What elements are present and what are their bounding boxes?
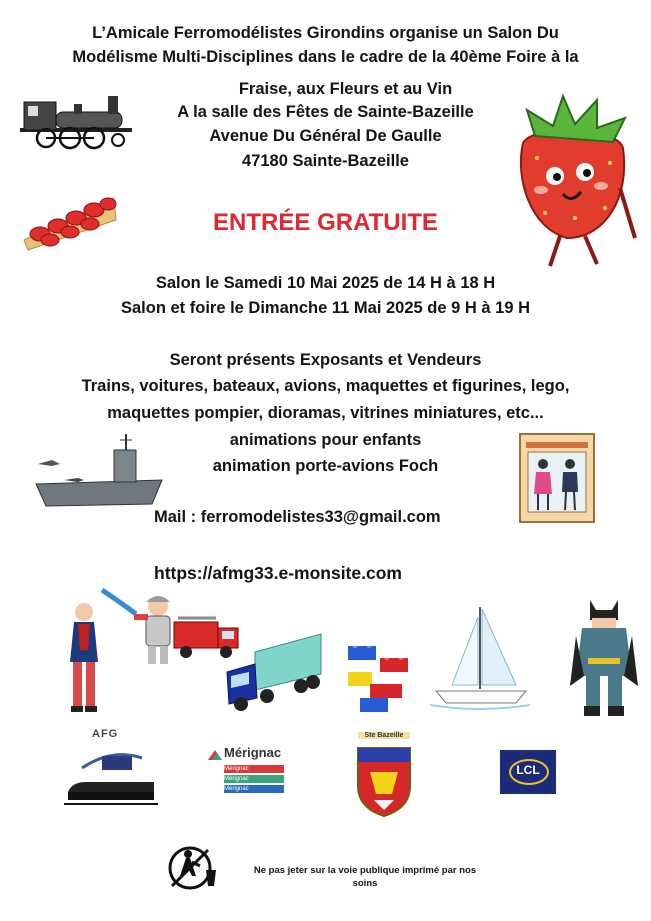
truck-icon — [225, 632, 323, 714]
crest-shield-icon — [352, 742, 416, 820]
header-line-4: A la salle des Fêtes de Sainte-Bazeille — [177, 103, 474, 121]
strawberry-mascot-icon — [505, 88, 645, 273]
header-line-1: L’Amicale Ferromodélistes Girondins organise un Salon Du — [92, 24, 559, 42]
afg-logo-text: AFG — [92, 728, 119, 740]
strawberry-tart-icon — [20, 190, 120, 252]
firefighter-icon — [100, 588, 180, 668]
header-line-6: 47180 Sainte-Bazeille — [242, 152, 409, 170]
print-notice-line-1: Ne pas jeter sur la voie publique imprimé par nos — [253, 865, 477, 876]
afg-trains-icon — [62, 738, 162, 808]
merignac-symbol-icon — [208, 748, 222, 762]
sailboat-icon — [430, 605, 530, 711]
merignac-band-1: Mérignac — [224, 765, 284, 773]
crest-banner: Ste Bazeille — [358, 732, 410, 739]
merignac-band-2: Mérignac — [224, 775, 284, 783]
print-notice-line-2: soins — [352, 878, 378, 889]
exhibitors-line-5: animation porte-avions Foch — [212, 457, 439, 475]
contact-mail[interactable]: Mail : ferromodelistes33@gmail.com — [154, 508, 441, 526]
exhibitors-title: Seront présents Exposants et Vendeurs — [169, 351, 482, 369]
schedule-sunday: Salon et foire le Dimanche 11 Mai 2025 de 9 H à 19 H — [120, 299, 530, 317]
afg-logo — [62, 728, 162, 808]
exhibitors-line-3: maquettes pompier, dioramas, vitrines miniatures, etc... — [107, 404, 544, 422]
lcl-logo-text: LCL — [516, 763, 540, 777]
schedule-saturday: Salon le Samedi 10 Mai 2025 de 14 H à 18 H — [155, 274, 496, 292]
no-littering-icon — [168, 842, 226, 892]
contact-website[interactable]: https://afmg33.e-monsite.com — [154, 563, 402, 583]
merignac-logo-text: Mérignac — [224, 745, 282, 760]
exhibitors-line-2: Trains, voitures, bateaux, avions, maquettes et figurines, lego, — [81, 377, 570, 395]
merignac-band-3: Mérignac — [224, 785, 284, 793]
free-entry-title: ENTRÉE GRATUITE — [213, 209, 438, 236]
batman-figure-icon — [570, 596, 638, 720]
sainte-bazeille-crest — [352, 732, 416, 820]
lego-bricks-icon — [342, 636, 414, 714]
exhibitors-line-4: animations pour enfants — [229, 431, 422, 449]
header-line-5: Avenue Du Général De Gaulle — [209, 127, 442, 145]
lcl-logo — [500, 750, 556, 794]
aircraft-carrier-icon — [34, 432, 164, 512]
header-line-2: Modélisme Multi-Disciplines dans le cadre de la 40ème Foire à la — [72, 48, 579, 66]
print-notice — [235, 864, 495, 890]
header-line-3: Fraise, aux Fleurs et au Vin — [238, 80, 453, 98]
locomotive-icon — [16, 88, 140, 152]
shop-vitrine-icon — [518, 432, 596, 524]
merignac-logo — [208, 745, 288, 800]
